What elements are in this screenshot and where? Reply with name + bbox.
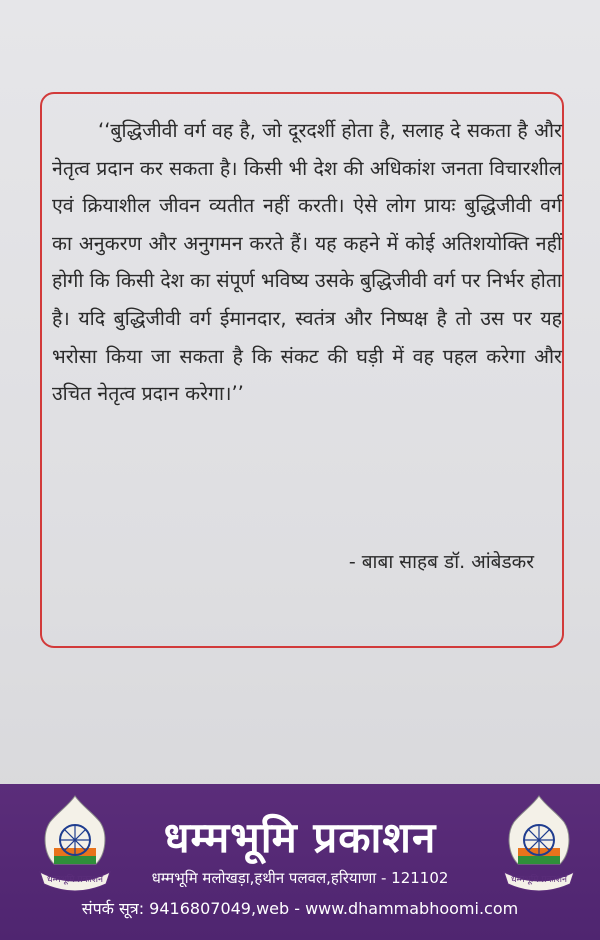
logo-caption: धम्मभूमि प्रकाशन: [47, 875, 103, 885]
logo-caption: धम्मभूमि प्रकाशन: [511, 875, 567, 885]
contact-line: संपर्क सूत्र: 9416807049,web - www.dhammabhoomi.com: [81, 899, 519, 918]
publisher-address: धम्मभूमि मलोखड़ा,हथीन पलवल,हरियाणा - 121102: [151, 869, 449, 887]
publisher-name: धम्मभूमि प्रकाशन: [163, 813, 437, 862]
quote-text: ‘‘बुद्धिजीवी वर्ग वह है, जो दूरदर्शी होता है, सलाह दे सकता है और नेतृत्व प्रदान कर सकता है। किसी भी देश की अधिकांश जनता विचारशील एवं क्रियाशील जीवन व्यतीत नहीं करती। ऐसे लोग प्रायः बुद्धिजीवी वर्ग का अनुकरण और अनुगमन करते हैं। यह कहने में कोई अतिशयोक्ति नहीं होगी कि किसी देश का संपूर्ण भविष्य उसके बुद्धिजीवी वर्ग पर निर्भर होता है। यदि बुद्धिजीवी वर्ग ईमानदार, स्वतंत्र और निष्पक्ष है तो उस पर यह भरोसा किया जा सकता है कि संकट की घड़ी में वह पहल करेगा और उचित नेतृत्व प्रदान करेगा।’’: [52, 119, 562, 406]
quote-attribution: - बाबा साहब डॉ. आंबेडकर: [348, 551, 534, 573]
